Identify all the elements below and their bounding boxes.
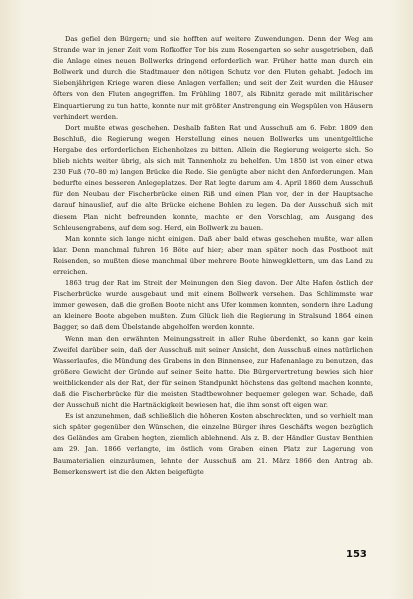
body-text (53, 34, 373, 478)
paragraph-4: 1863 trug der Rat im Streit der Meinungen den Sieg davon. Der Alte Hafen östlich der Fischerbrücke wurde ausgebaut und mit einem Bollwerk versehen. Das Schlimmste war immer gewesen, daß die großen Boote nicht ans Ufer kommen konnten, sondern ihre Ladung an kleinere Boote abgeben mußten. Zum Glück lieh die Regierung in Stralsund 1864 einen Bagger, so daß dem Übelstande abgeholfen werden konnte. (53, 279, 373, 332)
paragraph-1: Das gefiel den Bürgern; und sie hofften auf weitere Zuwendungen. Denn der Weg am Strande war in jener Zeit vom Rofkoffer Tor bis zum Rosengarten so sehr ausgetrieben, daß die Anlage eines neuen Bollwerks dringend erforderlich war. Früher hatte man durch ein Bollwerk und durch die Stadtmauer den nötigen Schutz vor den Fluten gehabt. Jedoch im Siebenjährigen Kriege waren diese Anlagen verfallen; und seit der Zeit wurden die Häuser öfters von den Fluten angegriffen. Im Frühling 1807, als Ribnitz gerade mit militärischer Einquartierung zu tun hatte, konnte nur mit größter Anstrengung ein Wegspülen von Häusern verhindert werden. (53, 35, 373, 121)
page-number: 153 (346, 549, 367, 560)
paragraph-3: Man konnte sich lange nicht einigen. Daß aber bald etwas geschehen mußte, war allen klar. Denn manchmal fuhren 16 Böte auf hier; aber man später noch das Postboot mit Reisenden, so mußten diese manchmal über mehrere Boote hinwegklettern, um das Land zu erreichen. (53, 234, 373, 276)
paragraph-2: Dort mußte etwas geschehen. Deshalb faßten Rat und Ausschuß am 6. Febr. 1809 den Beschluß, die Regierung wegen Herstellung eines neuen Bollwerks um unentgeltliche Hergabe des erforderlichen Eichenholzes zu bitten. Allein die Regierung weigerte sich. So blieb nichts weiter übrig, als sich mit Tannenholz zu behelfen. Um 1850 ist von einer etwa 230 Fuß (70–80 m) langen Brücke die Rede. Sie genügte aber nicht den Anforderungen. Man bedurfte eines besseren Anlegeplatzes. Der Rat legte darum am 4. April 1860 dem Ausschuß für den Neubau der Fischerbrücke einen Riß und einen Plan vor, der in der Hauptsache darauf hinauslief, auf die alte Brücke eichene Bohlen zu legen. Da der Ausschuß sich mit diesem Plan nicht befreunden konnte, machte er den Vorschlag, am Ausgang des Schleusengrabens, auf dem sog. Herd, ein Bollwerk zu bauen. (53, 123, 373, 232)
paragraph-5: Wenn man den erwähnten Meinungsstreit in aller Ruhe überdenkt, so kann gar kein Zweifel darüber sein, daß der Ausschuß mit seiner Ansicht, den Ausschuß eines natürlichen Wasserlaufes, die Mündung des Grabens in den Binnensee, zur Hafenanlage zu benutzen, das größere Gewicht der Gründe auf seiner Seite hatte. Die Bürgervertretung bewies sich hier weitblickender als der Rat, der für seinen Standpunkt höchstens das geltend machen konnte, daß die Fischerbrücke für die meisten Stadtbewohner bequemer gelegen war. Schade, daß der Ausschuß nicht die Hartnäckigkeit bewiesen hat, die ihm sonst oft eigen war. (53, 334, 373, 410)
paragraph-6: Es ist anzunehmen, daß schließlich die höheren Kosten abschreckten, und so verhielt man sich später gegenüber den Wünschen, die einzelne Bürger ihres Geschäfts wegen bezüglich des Geländes am Graben hegten, ziemlich ablehnend. Als z. B. der Händler Gustav Benthien am 29. Jan. 1866 verlangte, im östlich vom Graben einen Platz zur Lagerung von Baumaterialien einzuräumen, lehnte der Ausschuß am 21. März 1866 den Antrag ab. Bemerkenswert ist die den Akten beigefügte (53, 412, 373, 476)
